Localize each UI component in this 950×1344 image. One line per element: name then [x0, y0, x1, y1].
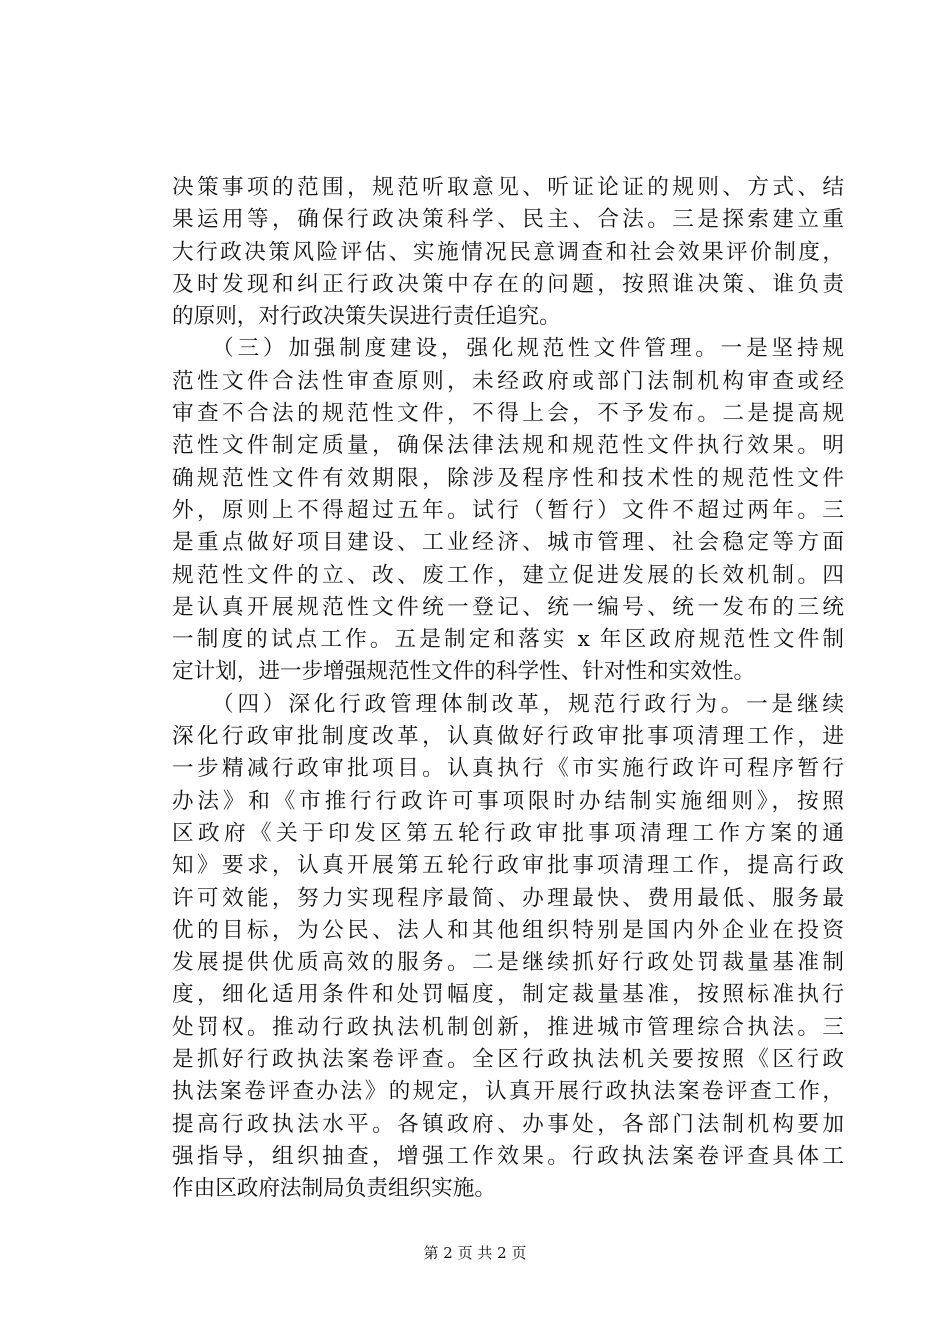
text-line: 外，原则上不得超过五年。试行（暂行）文件不超过两年。三: [172, 497, 844, 523]
text-line: 规范性文件的立、改、废工作，建立促进发展的长效机制。四: [172, 562, 844, 588]
text-line: 处罚权。推动行政执法机制创新，推进城市管理综合执法。三: [172, 1014, 844, 1040]
text-line: 一步精减行政审批项目。认真执行《市实施行政许可程序暂行: [172, 756, 844, 782]
text-line: 是重点做好项目建设、工业经济、城市管理、社会稳定等方面: [172, 530, 844, 556]
text-line: 一制度的试点工作。五是制定和落实 x 年区政府规范性文件制: [172, 627, 844, 653]
text-line: 深化行政审批制度改革，认真做好行政审批事项清理工作，进: [172, 724, 844, 750]
document-body: [172, 172, 844, 1206]
text-line: 范性文件合法性审查原则，未经政府或部门法制机构审查或经: [172, 368, 844, 394]
text-line: （四）深化行政管理体制改革，规范行政行为。一是继续: [172, 691, 844, 717]
page-number-footer: 第 2 页 共 2 页: [423, 1244, 527, 1262]
text-line: 知》要求，认真开展第五轮行政审批事项清理工作，提高行政: [172, 853, 844, 879]
text-line: 提高行政执法水平。各镇政府、办事处，各部门法制机构要加: [172, 1111, 844, 1137]
text-line: （三）加强制度建设，强化规范性文件管理。一是坚持规: [172, 336, 844, 362]
text-line: 优的目标，为公民、法人和其他组织特别是国内外企业在投资: [172, 917, 844, 943]
text-line: 是认真开展规范性文件统一登记、统一编号、统一发布的三统: [172, 594, 844, 620]
text-line: 大行政决策风险评估、实施情况民意调查和社会效果评价制度，: [172, 239, 844, 265]
text-line: 的原则，对行政决策失误进行责任追究。: [172, 304, 561, 330]
text-line: 执法案卷评查办法》的规定，认真开展行政执法案卷评查工作，: [172, 1079, 844, 1105]
text-line: 发展提供优质高效的服务。二是继续抓好行政处罚裁量基准制: [172, 950, 844, 976]
text-line: 审查不合法的规范性文件，不得上会，不予发布。二是提高规: [172, 401, 844, 427]
text-line: 度，细化适用条件和处罚幅度，制定裁量基准，按照标准执行: [172, 982, 844, 1008]
text-line: 许可效能，努力实现程序最简、办理最快、费用最低、服务最: [172, 885, 844, 911]
text-line: 果运用等，确保行政决策科学、民主、合法。三是探索建立重: [172, 207, 844, 233]
text-line: 决策事项的范围，规范听取意见、听证论证的规则、方式、结: [172, 175, 844, 200]
text-line: 及时发现和纠正行政决策中存在的问题，按照谁决策、谁负责: [172, 271, 844, 297]
text-line: 定计划，进一步增强规范性文件的科学性、针对性和实效性。: [172, 659, 756, 685]
text-line: 是抓好行政执法案卷评查。全区行政执法机关要按照《区行政: [172, 1047, 844, 1073]
text-line: 办法》和《市推行行政许可事项限时办结制实施细则》，按照: [172, 788, 844, 814]
text-line: 强指导，组织抽查，增强工作效果。行政执法案卷评查具体工: [172, 1143, 844, 1169]
text-line: 区政府《关于印发区第五轮行政审批事项清理工作方案的通: [172, 820, 844, 846]
text-line: 作由区政府法制局负责组织实施。: [172, 1176, 496, 1202]
text-line: 范性文件制定质量，确保法律法规和规范性文件执行效果。明: [172, 433, 844, 459]
text-line: 确规范性文件有效期限，除涉及程序性和技术性的规范性文件: [172, 465, 844, 491]
